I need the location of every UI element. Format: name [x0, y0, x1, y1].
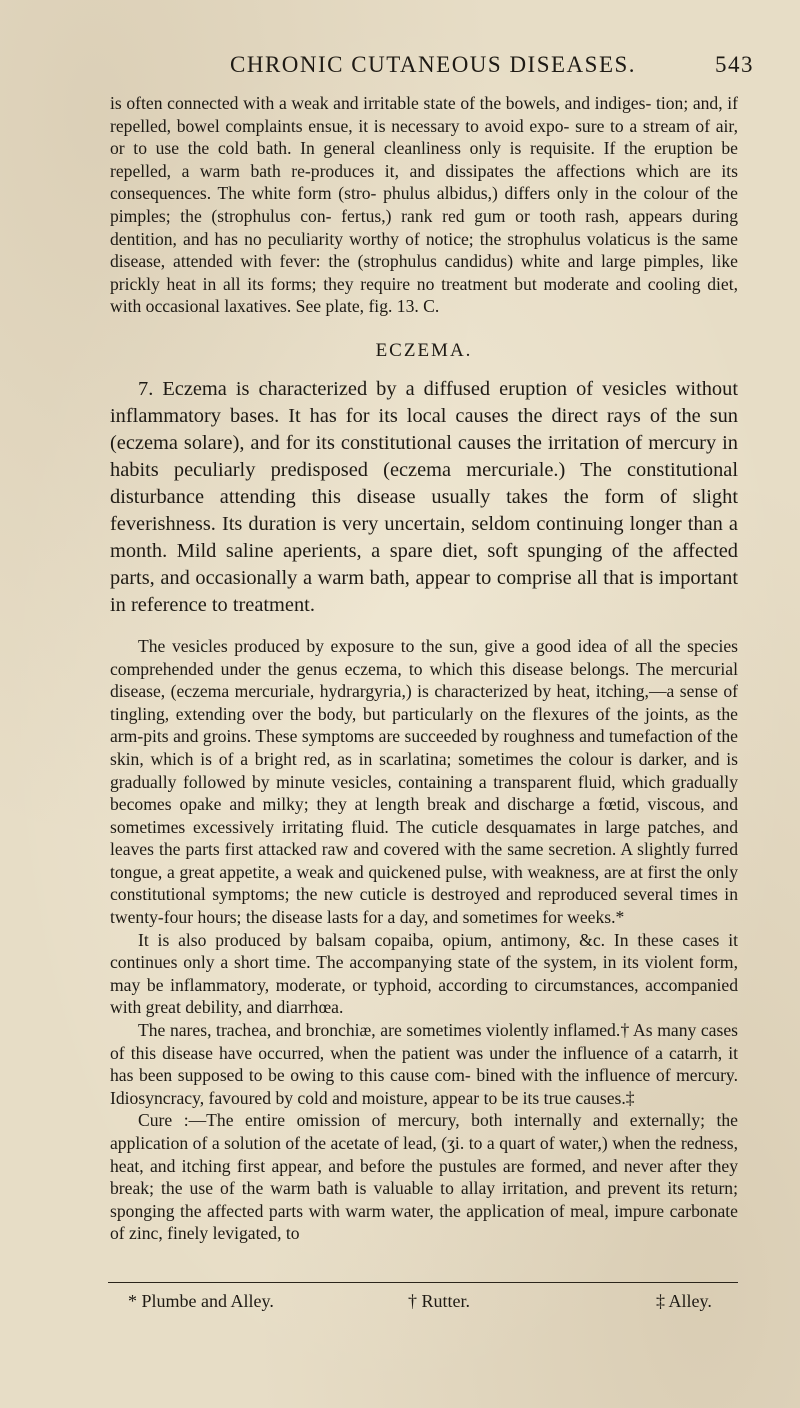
- footnote-2: † Rutter.: [408, 1291, 470, 1311]
- footnote-1: * Plumbe and Alley.: [128, 1291, 274, 1311]
- page-number: 543: [715, 52, 754, 77]
- header-title: CHRONIC CUTANEOUS DISEASES.: [230, 52, 637, 77]
- page-body: [110, 92, 738, 1245]
- intro-paragraph: is often connected with a weak and irritable state of the bowels, and indiges- tion; and, if repelled, bowel complaints ensue, it is necessary to avoid expo- sure to a stream of air, or to use the cold bath. In general cleanliness only is requisite. If the eruption be repelled, a warm bath re-produces it, and dissipates the affections which are its consequences. The white form (stro- phulus albidus,) differs only in the colour of the pimples; the (strophulus con- fertus,) rank red gum or tooth rash, appears during dentition, and has no peculiarity worthy of notice; the strophulus volaticus is the same disease, attended with fever: the (strophulus candidus) white and large pimples, like prickly heat in all its forms; they require no treatment but moderate and cooling diet, with occasional laxatives. See plate, fig. 13. C.: [110, 93, 738, 317]
- footnotes: [108, 1282, 738, 1311]
- footnote-3: ‡ Alley.: [656, 1291, 712, 1311]
- running-header: [230, 52, 754, 86]
- paragraph-causes: It is also produced by balsam copaiba, opium, antimony, &c. In these cases it continues only a short time. The accompanying state of the system, in its violent form, may be inflammatory, moderate, or typhoid, according to circumstances, accompanied with great debility, and diarrhœa.: [110, 929, 738, 1018]
- eczema-paragraph: 7. Eczema is characterized by a diffused eruption of vesicles without inflammatory bases. It has for its local causes the direct rays of the sun (eczema solare), and for its constitutional causes the irritation of mercury in habits peculiarly predisposed (eczema mercuriale.) The constitutional disturbance attending this disease usually takes the form of slight feverishness. Its duration is very uncertain, seldom continuing longer than a month. Mild saline aperients, a spare diet, soft spunging of the affected parts, and occasionally a warm bath, appear to comprise all that is important in reference to treatment.: [110, 377, 738, 616]
- paragraph-vesicles: The vesicles produced by exposure to the sun, give a good idea of all the species comprehended under the genus eczema, to which this disease belongs. The mercurial disease, (eczema mercuriale, hydrargyria,) is characterized by heat, itching,—a sense of tingling, extending over the body, but particularly on the flexures of the joints, as the arm-pits and groins. These symptoms are succeeded by roughness and tumefaction of the skin, which is of a bright red, as in scarlatina; sometimes the colour is darker, and is gradually followed by minute vesicles, containing a transparent fluid, which gradually becomes opake and milky; they at length break and discharge a fœtid, viscous, and sometimes excessively irritating fluid. The cuticle desquamates in large patches, and leaves the parts first attacked raw and covered with the same secretion. A slightly furred tongue, a great appetite, a weak and quickened pulse, with weakness, are at first the only constitutional symptoms; the new cuticle is destroyed and reproduced several times in twenty-four hours; the disease lasts for a day, and sometimes for weeks.*: [110, 635, 738, 928]
- section-heading: ECZEMA.: [375, 339, 473, 361]
- paragraph-nares: The nares, trachea, and bronchiæ, are sometimes violently inflamed.† As many cases of this disease have occurred, when the patient was under the influence of a catarrh, it has been supposed to be owing to this cause com- bined with the influence of mercury. Idiosyncracy, favoured by cold and moisture, appear to be its true causes.‡: [110, 1020, 738, 1108]
- paragraph-cure: Cure :—The entire omission of mercury, both internally and externally; the application of a solution of the acetate of lead, (ʒi. to a quart of water,) when the redness, heat, and itching first appear, and before the pustules are formed, and never after they break; the use of the warm bath is valuable to allay irritation, and prevent its return; sponging the affected parts with warm water, the application of meal, impure carbonate of zinc, finely levigated, to: [110, 1110, 738, 1244]
